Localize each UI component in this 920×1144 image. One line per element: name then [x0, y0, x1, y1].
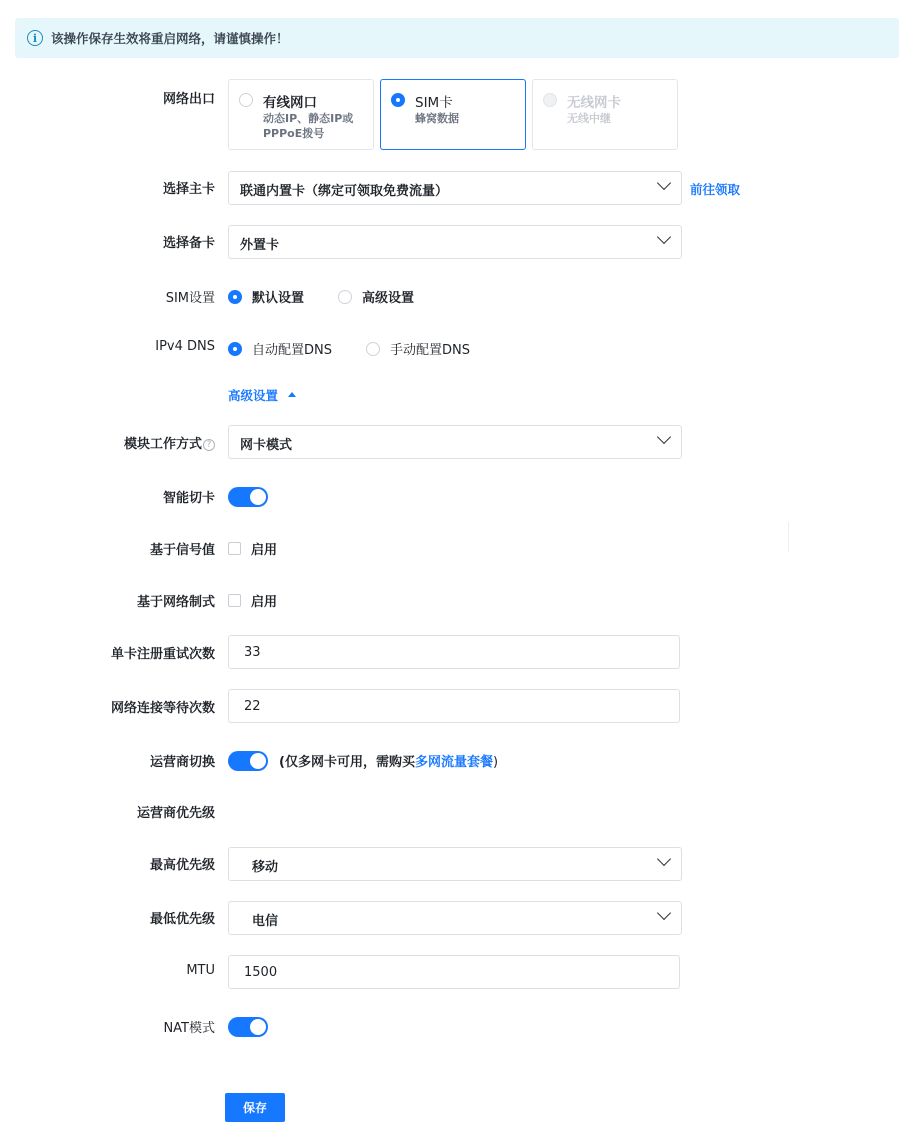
ipv4-dns-label: IPv4 DNS	[155, 339, 215, 354]
outlet-option-wired[interactable]	[228, 79, 374, 150]
ipv4-dns-radio-group	[228, 339, 504, 358]
mtu-input[interactable]	[228, 955, 680, 989]
sim-default-label: 默认设置	[252, 291, 305, 306]
dns-manual-radio[interactable]	[366, 342, 380, 356]
highest-priority-label: 最高优先级	[149, 858, 215, 873]
outlet-radio-sim[interactable]	[391, 93, 405, 107]
dns-auto[interactable]	[228, 339, 332, 358]
primary-card-value: 联通内置卡（绑定可领取免费流量）	[240, 184, 449, 199]
warning-notice	[15, 18, 899, 58]
outlet-radio-wired[interactable]	[239, 93, 253, 107]
carrier-note-prefix: (仅多网卡可用，需购买	[279, 755, 415, 770]
network-outlet-label: 网络出口	[162, 92, 215, 107]
outlet-option-wireless	[532, 79, 678, 150]
register-retry-label: 单卡注册重试次数	[110, 647, 215, 662]
nat-mode-label: NAT模式	[163, 1021, 215, 1036]
primary-card-label: 选择主卡	[162, 182, 215, 197]
nat-mode-toggle[interactable]	[228, 1017, 268, 1037]
outlet-wireless-desc-line1: 无线中继	[567, 112, 611, 125]
chevron-down-icon	[657, 906, 671, 920]
outlet-sim-desc-line1: 蜂窝数据	[415, 112, 459, 125]
claim-link[interactable]: 前往领取	[690, 182, 741, 197]
register-retry-input[interactable]	[228, 635, 680, 669]
backup-card-select[interactable]	[228, 225, 682, 259]
highest-priority-value: 移动	[252, 860, 279, 875]
backup-card-value: 外置卡	[240, 238, 280, 253]
outlet-sim-title: SIM卡	[415, 95, 453, 111]
smart-switch-toggle[interactable]	[228, 487, 268, 507]
outlet-radio-wireless	[543, 93, 557, 107]
carrier-switch-toggle[interactable]	[228, 751, 268, 771]
save-button[interactable]: 保存	[225, 1093, 285, 1122]
carrier-priority-label: 运营商优先级	[136, 806, 215, 821]
connect-wait-value: 22	[244, 699, 261, 714]
outlet-wired-title: 有线网口	[263, 95, 317, 111]
divider	[788, 522, 789, 552]
sim-default-radio[interactable]	[228, 290, 242, 304]
help-icon[interactable]: ?	[203, 439, 215, 451]
signal-based-checkbox[interactable]	[228, 542, 241, 555]
dns-auto-radio[interactable]	[228, 342, 242, 356]
module-mode-label-text: 模块工作方式	[123, 437, 202, 452]
lowest-priority-select[interactable]	[228, 901, 682, 935]
multi-network-plan-link[interactable]: 多网流量套餐	[414, 755, 493, 770]
outlet-wired-desc	[263, 111, 353, 141]
sim-settings-label: SIM设置	[165, 291, 215, 306]
signal-based-label: 基于信号值	[149, 543, 215, 558]
signal-based-checkbox-wrap[interactable]	[228, 539, 277, 558]
lowest-priority-value: 电信	[252, 914, 279, 929]
outlet-wired-desc-line1: 动态IP、静态IP或	[263, 112, 354, 125]
lowest-priority-label: 最低优先级	[149, 912, 215, 927]
notice-text: 该操作保存生效将重启网络，请谨慎操作！	[51, 31, 289, 46]
module-mode-label	[124, 433, 215, 452]
dns-auto-label: 自动配置DNS	[252, 343, 332, 358]
network-based-label: 基于网络制式	[136, 595, 215, 610]
network-based-checkbox-wrap[interactable]	[228, 591, 277, 610]
outlet-option-sim[interactable]	[380, 79, 526, 150]
chevron-down-icon	[657, 852, 671, 866]
mtu-value: 1500	[244, 965, 278, 980]
carrier-note-suffix: )	[492, 755, 499, 770]
network-based-checkbox[interactable]	[228, 594, 241, 607]
carrier-switch-note	[279, 751, 498, 770]
chevron-down-icon	[657, 430, 671, 444]
chevron-down-icon	[657, 176, 671, 190]
connect-wait-label: 网络连接等待次数	[110, 701, 215, 716]
backup-card-label: 选择备卡	[162, 236, 215, 251]
outlet-wired-desc-line2: PPPoE拨号	[263, 127, 325, 140]
advanced-settings-toggle[interactable]	[228, 386, 296, 404]
module-mode-select[interactable]	[228, 425, 682, 459]
dns-manual-label: 手动配置DNS	[390, 343, 470, 358]
sim-settings-default[interactable]	[228, 287, 304, 306]
highest-priority-select[interactable]	[228, 847, 682, 881]
outlet-wireless-desc	[567, 111, 611, 126]
sim-settings-advanced[interactable]	[338, 287, 414, 306]
sim-advanced-label: 高级设置	[362, 291, 415, 306]
module-mode-value: 网卡模式	[240, 438, 293, 453]
chevron-down-icon	[657, 230, 671, 244]
advanced-settings-link[interactable]: 高级设置	[228, 388, 279, 403]
primary-card-select[interactable]	[228, 171, 682, 205]
signal-based-check-label: 启用	[251, 543, 278, 558]
info-icon: i	[27, 30, 43, 46]
outlet-sim-desc	[415, 111, 459, 126]
mtu-label: MTU	[186, 963, 215, 978]
register-retry-value: 33	[244, 645, 261, 660]
sim-advanced-radio[interactable]	[338, 290, 352, 304]
outlet-wireless-title: 无线网卡	[567, 95, 621, 111]
sim-settings-radio-group	[228, 287, 448, 306]
dns-manual[interactable]	[366, 339, 470, 358]
network-based-check-label: 启用	[251, 595, 278, 610]
connect-wait-input[interactable]	[228, 689, 680, 723]
carrier-switch-label: 运营商切换	[149, 755, 215, 770]
smart-switch-label: 智能切卡	[162, 491, 215, 506]
caret-up-icon	[288, 392, 296, 397]
